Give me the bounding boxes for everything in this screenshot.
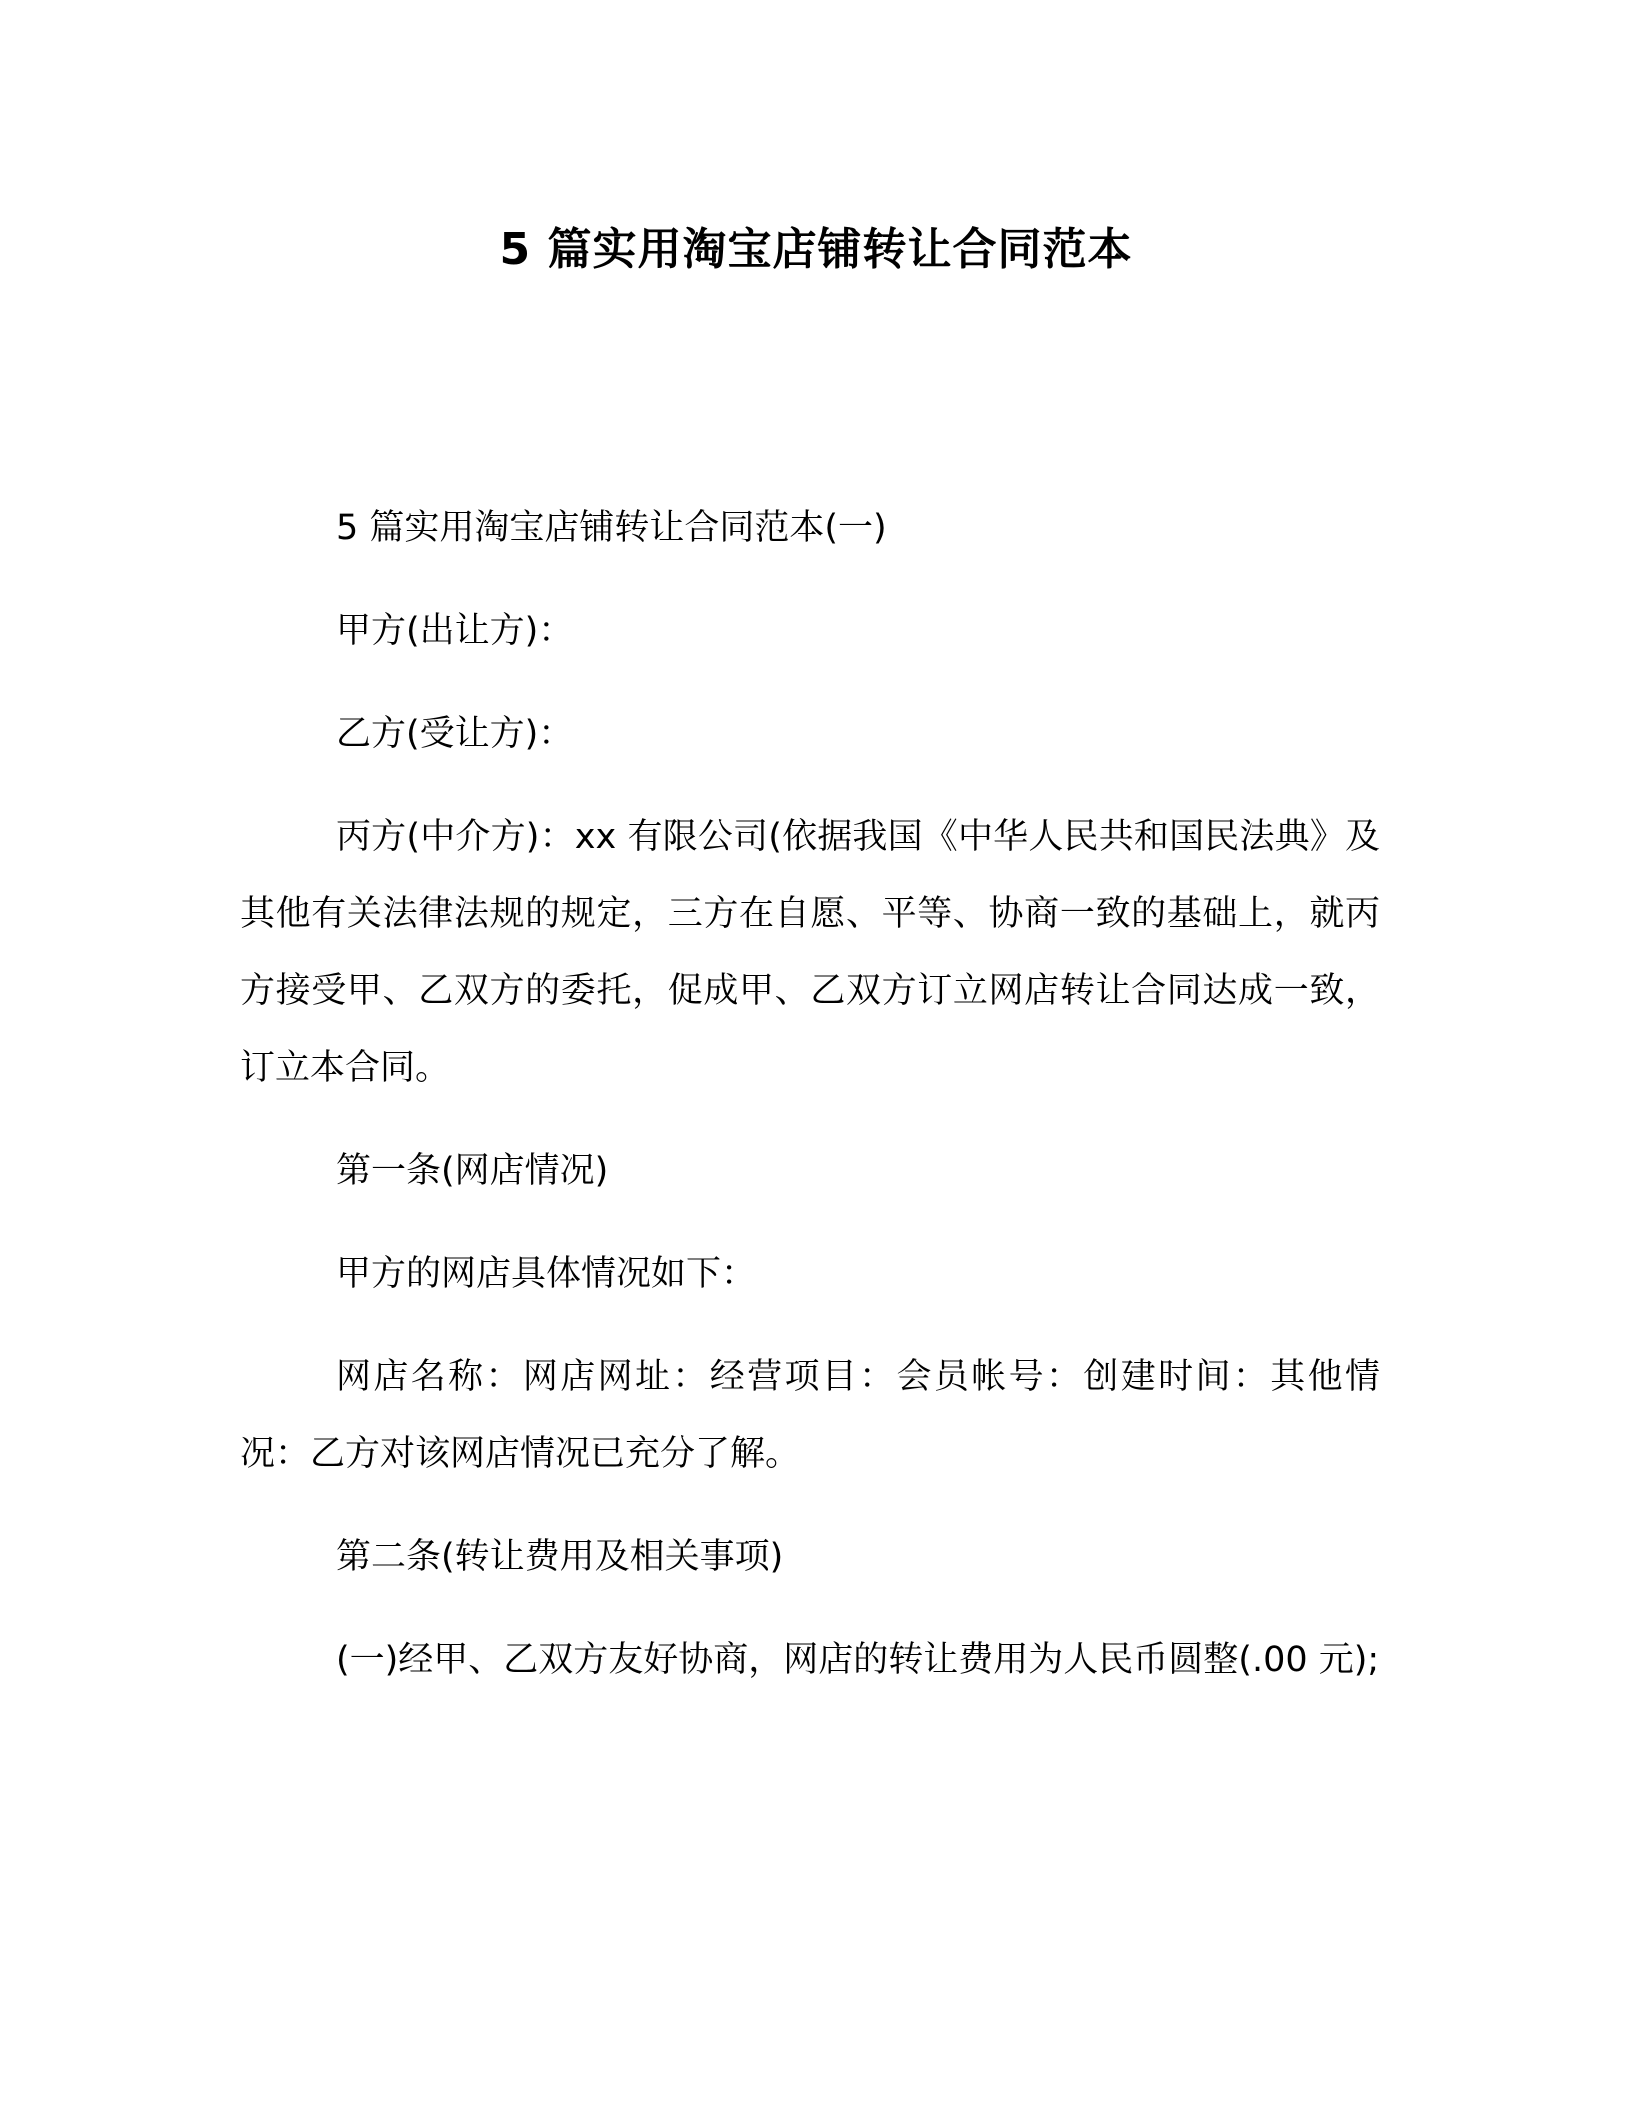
paragraph-party-c: 丙方(中介方)：xx 有限公司(依据我国《中华人民共和国民法典》及其他有关法律法规的规定，三方在自愿、平等、协商一致的基础上，就丙方接受甲、乙双方的委托，促成甲、乙双方订立网店转让合同达成一致，订立本合同。 [240, 817, 1380, 1088]
paragraph-shop-details-intro: 甲方的网店具体情况如下： [336, 1254, 757, 1294]
paragraph-article-2-heading: 第二条(转让费用及相关事项) [336, 1537, 784, 1577]
paragraph-subtitle: 5 篇实用淘宝店铺转让合同范本(一) [336, 508, 887, 548]
paragraph-party-a: 甲方(出让方)： [336, 611, 574, 651]
paragraph-party-b: 乙方(受让方)： [336, 714, 574, 754]
paragraph-transfer-fee: (一)经甲、乙双方友好协商，网店的转让费用为人民币圆整(.00 元); [336, 1640, 1380, 1680]
document-body [240, 490, 1380, 1725]
document-title: 5 篇实用淘宝店铺转让合同范本 [499, 224, 1133, 275]
paragraph-shop-details: 网店名称：网店网址：经营项目：会员帐号：创建时间：其他情况：乙方对该网店情况已充分了解。 [240, 1357, 1380, 1474]
paragraph-article-1-heading: 第一条(网店情况) [336, 1151, 609, 1191]
